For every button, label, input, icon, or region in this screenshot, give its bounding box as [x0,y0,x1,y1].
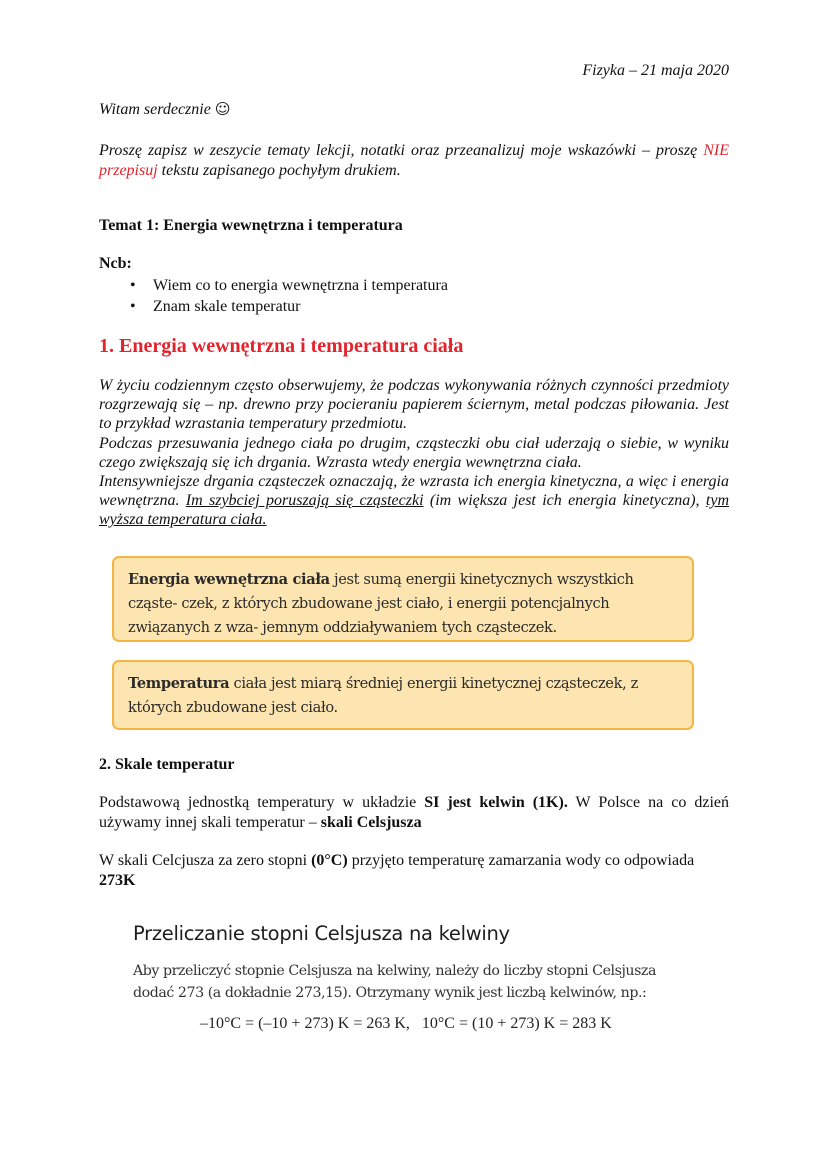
greeting-text: Witam serdecznie [99,101,211,118]
date-line: Fizyka – 21 maja 2020 [582,62,729,79]
ncb-label: Ncb: [99,255,132,272]
instructions-text: Proszę zapisz w zeszycie tematy lekcji, notatki oraz przeanalizuj moje wskazówki – proszę [99,142,704,159]
section1-paragraph: Podczas przesuwania jednego ciała po drugim, cząsteczki obu ciał uderzają o siebie, w wyniku czego zwiększają się ich drgania. Wzrasta wtedy energia wewnętrzna ciała. [99,434,729,471]
s2-text-mid: W Polsce na co dzień używamy innej skali temperatur – [99,794,729,831]
bullet-icon: • [130,277,136,294]
goal-item [128,275,448,296]
definition-term: Temperatura [128,675,230,692]
definition-box-temperature [112,660,694,730]
goal-text: Wiem co to energia wewnętrzna i temperatura [153,277,448,294]
s2-text: Podstawową jednostką temperatury w układzie [99,794,425,811]
definition-term: Energia wewnętrzna ciała [128,571,330,588]
conversion-title: Przeliczanie stopni Celsjusza na kelwiny [133,922,510,945]
goal-text: Znam skale temperatur [153,298,301,315]
section2-paragraph [99,793,729,833]
smiley-icon: ☺ [214,100,231,118]
s2-bold-end: skali Celsjusza [320,814,422,831]
s2p2-bold: (0°C) [311,852,348,869]
definition-box-internal-energy [112,556,694,642]
section2-paragraph-celsius [99,851,729,891]
bullet-icon: • [130,298,136,315]
s2p2-text: W skali Celcjusza za zero stopni [99,852,312,869]
greeting [99,100,230,119]
section2-heading: 2. Skale temperatur [99,756,235,773]
conversion-example: –10°C = (–10 + 273) K = 263 K, 10°C = (10 + 273) K = 283 K [200,1015,612,1032]
s2p2-text-mid: przyjęto temperaturę zamarzania wody co odpowiada [347,852,695,869]
instructions-highlight: NIE przepisuj [99,142,729,179]
p3-text: Intensywniejsze drgania cząsteczek oznaczają, że wzrasta ich energia kinetyczna, a więc i energia wewnętrzna. [99,473,729,510]
s2-bold: SI jest kelwin (1K). [424,794,568,811]
instructions-text-end: tekstu zapisanego pochyłym drukiem. [157,162,401,179]
section1-paragraph: W życiu codziennym często obserwujemy, że podczas wykonywania różnych czynności przedmioty rozgrzewają się – np. drewno przy pocieraniu papierem ściernym, metal podczas piłowania. Jest to przykład wzrastania temperatury przedmiotu. [99,377,729,433]
p3-text-mid: (im większa jest ich energia kinetyczna), [423,492,706,510]
goal-item [128,296,448,317]
goals-list [128,275,448,317]
definition-text: ciała jest miarą średniej energii kinetycznej cząsteczek, z których zbudowane jest ciało. [128,675,638,716]
conversion-text: Aby przeliczyć stopnie Celsjusza na kelwiny, należy do liczby stopni Celsjusza dodać 273 (a dokładnie 273,15). Otrzymany wynik jest liczbą kelwinów, np.: [133,963,656,1001]
definition-text: jest sumą energii kinetycznych wszystkich cząste- czek, z których zbudowane jest ciało, i energii potencjalnych związanych z wza- jemnym oddziaływaniem tych cząsteczek. [128,571,634,636]
section1-heading: 1. Energia wewnętrzna i temperatura ciała [99,335,464,357]
section1-body [99,376,729,530]
s2p2-bold-end: 273K [99,872,136,889]
section1-paragraph [99,472,729,530]
p3-underlined-end: tym wyższa temperatura ciała. [99,492,729,529]
topic-title: Temat 1: Energia wewnętrzna i temperatura [99,217,403,234]
instructions [99,141,729,181]
p3-underlined: Im szybciej poruszają się cząsteczki [185,492,424,510]
